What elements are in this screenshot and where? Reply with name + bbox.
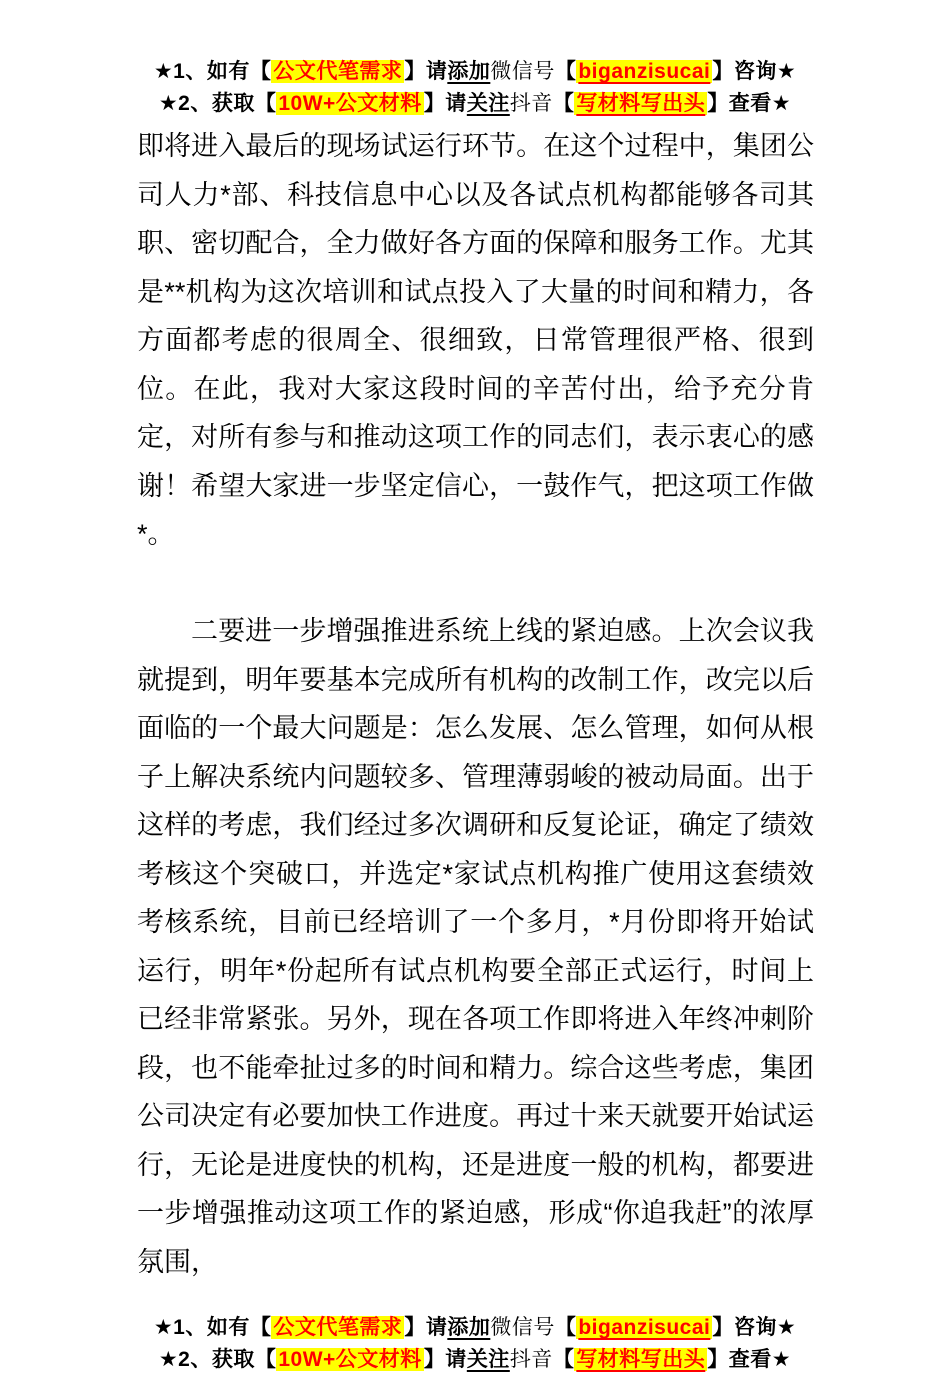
promo-service-highlight: 公文代笔需求	[273, 60, 403, 83]
promo-suffix: 】查看★	[707, 92, 792, 115]
promo-service-highlight: 公文代笔需求	[273, 1316, 403, 1339]
footer-promo-banner	[0, 1312, 950, 1376]
promo-material-highlight: 10W+公文材料	[278, 1348, 422, 1371]
promo-bracket: 【	[552, 1348, 575, 1371]
promo-bracket: 【	[554, 60, 577, 83]
promo-prefix: ★1、如有【	[153, 60, 272, 83]
footer-promo-line-2	[0, 1344, 950, 1376]
promo-douyin-id-highlight: 写材料写出头	[576, 92, 706, 115]
promo-bracket: 【	[554, 1316, 577, 1339]
promo-connector: 】请	[404, 60, 448, 83]
promo-prefix: ★1、如有【	[153, 1316, 272, 1339]
paragraph-1: 即将进入最后的现场试运行环节。在这个过程中，集团公司人力*部、科技信息中心以及各试点机构都能够各司其职、密切配合，全力做好各方面的保障和服务工作。尤其是**机构为这次培训和试点投入了大量的时间和精力，各方面都考虑的很周全、很细致，日常管理很严格、很到位。在此，我对大家这段时间的辛苦付出，给予充分肯定，对所有参与和推动这项工作的同志们，表示衷心的感谢！希望大家进一步坚定信心，一鼓作气，把这项工作做*。	[137, 131, 814, 549]
promo-wechat-id-highlight: biganzisucai	[578, 60, 711, 83]
promo-suffix: 】咨询★	[712, 1316, 797, 1339]
promo-prefix: ★2、获取【	[158, 92, 277, 115]
promo-bracket: 【	[552, 92, 575, 115]
header-promo-banner	[0, 0, 950, 120]
promo-action-add: 添加	[447, 60, 491, 83]
promo-material-highlight: 10W+公文材料	[278, 92, 422, 115]
promo-connector: 】请	[423, 92, 467, 115]
promo-connector: 】请	[404, 1316, 448, 1339]
promo-connector: 】请	[423, 1348, 467, 1371]
document-text	[137, 122, 814, 1286]
promo-wechat-id-highlight: biganzisucai	[578, 1316, 711, 1339]
header-promo-line-1	[0, 56, 950, 88]
promo-suffix: 】咨询★	[712, 60, 797, 83]
promo-prefix: ★2、获取【	[158, 1348, 277, 1371]
promo-douyin-id-highlight: 写材料写出头	[576, 1348, 706, 1371]
footer-promo-line-1	[0, 1312, 950, 1344]
promo-action-follow: 关注	[466, 1348, 510, 1371]
paragraph-2: 二要进一步增强推进系统上线的紧迫感。上次会议我就提到，明年要基本完成所有机构的改制工作，改完以后面临的一个最大问题是：怎么发展、怎么管理，如何从根子上解决系统内问题较多、管理薄弱峻的被动局面。出于这样的考虑，我们经过多次调研和反复论证，确定了绩效考核这个突破口，并选定*家试点机构推广使用这套绩效考核系统，目前已经培训了一个多月，*月份即将开始试运行，明年*份起所有试点机构要全部正式运行，时间上已经非常紧张。另外，现在各项工作即将进入年终冲刺阶段，也不能牵扯过多的时间和精力。综合这些考虑，集团公司决定有必要加快工作进度。再过十来天就要开始试运行，无论是进度快的机构，还是进度一般的机构，都要进一步增强推动这项工作的紧迫感，形成“你追我赶”的浓厚氛围，	[137, 616, 814, 1277]
promo-channel-wechat: 微信号	[490, 1316, 555, 1339]
promo-channel-douyin: 抖音	[509, 92, 553, 115]
promo-channel-wechat: 微信号	[490, 60, 555, 83]
promo-channel-douyin: 抖音	[509, 1348, 553, 1371]
header-promo-line-2	[0, 88, 950, 120]
promo-suffix: 】查看★	[707, 1348, 792, 1371]
promo-action-follow: 关注	[466, 92, 510, 115]
promo-action-add: 添加	[447, 1316, 491, 1339]
